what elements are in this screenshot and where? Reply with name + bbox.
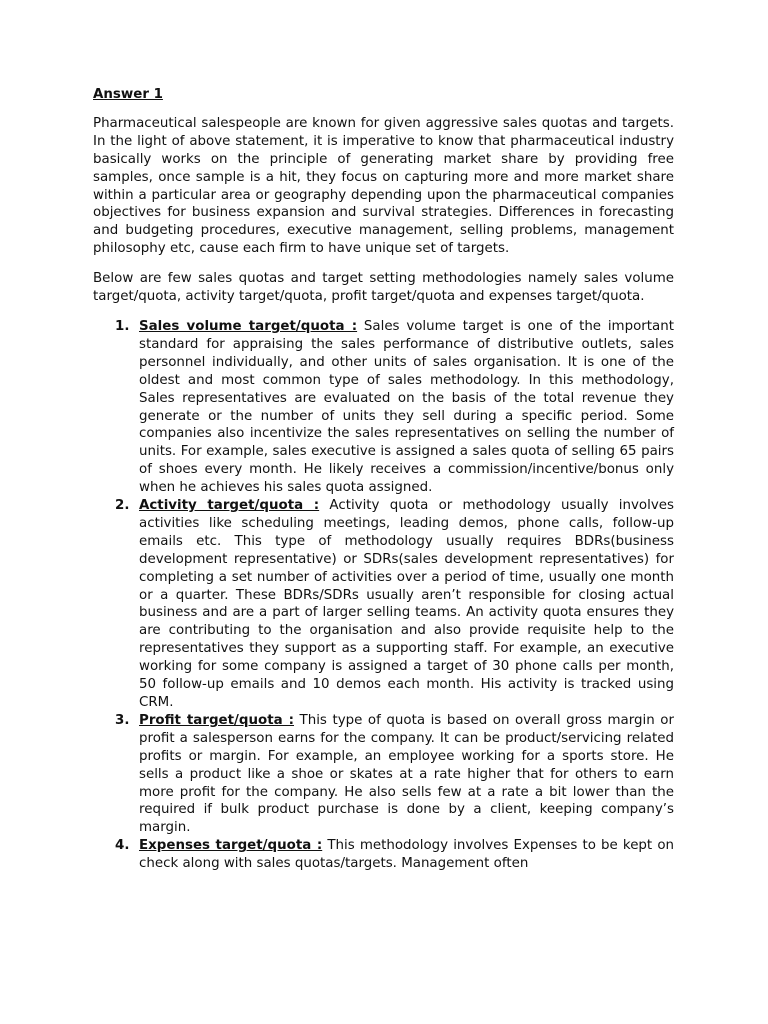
list-item-sales-volume bbox=[93, 318, 674, 497]
list-term: Sales volume target/quota : bbox=[139, 318, 358, 334]
methodology-list bbox=[93, 318, 674, 873]
methodologies-paragraph: Below are few sales quotas and target setting methodologies namely sales volume target/quota, activity target/quota, profit target/quota and expenses target/quota. bbox=[93, 271, 674, 305]
intro-paragraph: Pharmaceutical salespeople are known for given aggressive sales quotas and targets. In the light of above statement, it is imperative to know that pharmaceutical industry basically works on the principle of generating market share by providing free samples, once sample is a hit, they focus on capturing more and more market share within a particular area or geography depending upon the pharmaceutical companies objectives for business expansion and survival strategies. Differences in forecasting and budgeting procedures, executive management, selling problems, management philosophy etc, cause each firm to have unique set of targets. bbox=[93, 115, 674, 257]
list-term: Expenses target/quota : bbox=[139, 838, 323, 854]
list-term: Activity target/quota : bbox=[139, 498, 320, 514]
list-text: Activity quota or methodology usually involves activities like scheduling meetings, leading demos, phone calls, follow-up emails etc. This type of methodology usually requires BDRs(business development representative) or SDRs(sales development representatives) for completing a set number of activities over a period of time, usually one month or a quarter. These BDRs/SDRs usually aren’t responsible for closing actual business and are a part of larger selling teams. An activity quota ensures they are contributing to the organisation and also provide requisite help to the representatives they support as a supporting staff. For example, an executive working for some company is assigned a target of 30 phone calls per month, 50 follow-up emails and 10 demos each month. His activity is tracked using CRM. bbox=[139, 498, 674, 710]
list-number: 3. bbox=[115, 712, 130, 728]
list-number: 4. bbox=[115, 838, 130, 854]
list-term: Profit target/quota : bbox=[139, 712, 294, 728]
answer-heading: Answer 1 bbox=[93, 87, 163, 102]
list-number: 1. bbox=[115, 318, 130, 334]
list-item-profit bbox=[93, 712, 674, 837]
list-text: Sales volume target is one of the important standard for appraising the sales performance of distributive outlets, sales personnel individually, and other units of sales organisation. It is one of the oldest and most common type of sales methodology. In this methodology, Sales representatives are evaluated on the basis of the total revenue they generate or the number of units they sell during a specific period. Some companies also incentivize the sales representatives on selling the number of units. For example, sales executive is assigned a sales quota of selling 65 pairs of shoes every month. He likely receives a commission/incentive/bonus only when he achieves his sales quota assigned. bbox=[139, 318, 674, 496]
list-item-expenses bbox=[93, 837, 674, 873]
list-item-activity bbox=[93, 497, 674, 712]
list-number: 2. bbox=[115, 498, 130, 514]
document-page bbox=[93, 86, 674, 873]
list-text: This methodology involves Expenses to be kept on check along with sales quotas/targets. Management often bbox=[139, 838, 674, 872]
list-text: This type of quota is based on overall gross margin or profit a salesperson earns for the company. It can be product/servicing related profits or margin. For example, an employee working for a sports store. He sells a product like a shoe or skates at a rate higher that for others to earn more profit for the company. He also sells few at a rate a bit lower than the required if bulk product purchase is done by a client, keeping company’s margin. bbox=[139, 712, 674, 836]
